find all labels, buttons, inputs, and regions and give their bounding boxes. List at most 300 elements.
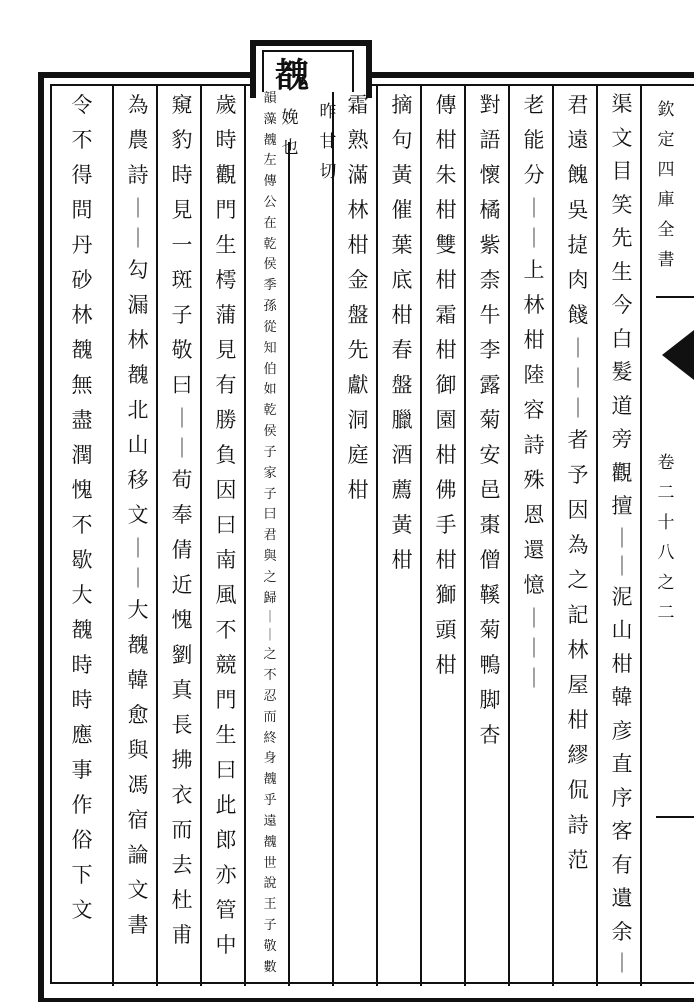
- text-char: 㨗: [567, 233, 589, 257]
- text-char: 柑: [611, 651, 633, 676]
- text-char: 容: [523, 398, 545, 422]
- book-title-char: 四: [657, 159, 675, 180]
- text-char: 孫: [263, 299, 277, 315]
- text-char: 子: [263, 444, 277, 460]
- text-char: 蒲: [215, 303, 237, 327]
- volume-char: 之: [657, 572, 675, 593]
- text-char: 書: [127, 913, 149, 937]
- text-char: 杜: [171, 888, 193, 912]
- text-char: 鞵: [479, 583, 501, 607]
- text-char: 窺: [171, 93, 193, 117]
- text-char: ｜: [524, 636, 544, 660]
- text-char: 劉: [171, 643, 193, 667]
- text-char: 柑: [435, 548, 457, 572]
- text-char: 君: [263, 528, 277, 544]
- text-char: 砂: [71, 268, 93, 292]
- text-char: 有: [215, 373, 237, 397]
- gloss-char: 娩: [281, 107, 299, 128]
- text-char: ｜: [263, 627, 277, 643]
- text-char: 風: [215, 583, 237, 607]
- text-char: 黃: [391, 163, 413, 187]
- column-rule: [112, 86, 114, 986]
- text-char: 遠: [263, 813, 277, 829]
- text-char: 觀: [215, 163, 237, 187]
- gloss-char: 也: [281, 137, 299, 158]
- text-column: [512, 88, 556, 693]
- text-char: 柑: [523, 328, 545, 352]
- text-char: 分: [523, 163, 545, 187]
- text-char: 敬: [263, 938, 277, 954]
- text-char: 因: [215, 478, 237, 502]
- text-char: 牛: [479, 303, 501, 327]
- text-column: [424, 88, 468, 683]
- text-char: 事: [71, 758, 93, 782]
- text-char: 而: [171, 818, 193, 842]
- text-char: 旁: [611, 427, 633, 452]
- text-char: 洞: [347, 408, 369, 432]
- volume-char: 二: [657, 482, 675, 503]
- text-char: 能: [523, 128, 545, 152]
- text-char: 侯: [263, 257, 277, 273]
- text-char: 林: [127, 328, 149, 352]
- text-char: 漏: [127, 293, 149, 317]
- text-char: 傳: [435, 93, 457, 117]
- text-char: 農: [127, 128, 149, 152]
- text-char: 韻: [263, 90, 277, 106]
- text-char: 老: [523, 93, 545, 117]
- text-char: 獅: [435, 583, 457, 607]
- text-char: 林: [523, 293, 545, 317]
- text-char: 底: [391, 268, 413, 292]
- text-char: 摘: [391, 93, 413, 117]
- text-char: 獻: [347, 373, 369, 397]
- text-char: 身: [263, 751, 277, 767]
- text-char: 遺: [611, 886, 633, 911]
- text-char: 今: [611, 293, 633, 318]
- text-char: 歲: [215, 93, 237, 117]
- text-char: 左: [263, 153, 277, 169]
- text-char: 文: [127, 503, 149, 527]
- text-char: 余: [611, 919, 633, 944]
- text-char: 無: [71, 373, 93, 397]
- text-char: 盤: [347, 303, 369, 327]
- text-char: 䰩: [127, 363, 149, 387]
- text-char: 之: [567, 568, 589, 592]
- text-char: 季: [263, 278, 277, 294]
- text-char: 柰: [479, 268, 501, 292]
- text-char: 作: [71, 793, 93, 817]
- text-column: [160, 88, 204, 953]
- text-char: 柑: [435, 198, 457, 222]
- book-title-char: 書: [657, 249, 675, 270]
- text-char: 見: [171, 198, 193, 222]
- book-title: [646, 92, 686, 272]
- text-char: 與: [263, 549, 277, 565]
- text-char: 大: [71, 583, 93, 607]
- text-char: 去: [171, 853, 193, 877]
- text-char: 終: [263, 730, 277, 746]
- text-column: [600, 88, 644, 978]
- text-char: ｜: [172, 436, 192, 460]
- volume-char: 二: [657, 602, 675, 623]
- text-char: 橘: [479, 198, 501, 222]
- text-char: ｜: [128, 566, 148, 590]
- book-title-char: 全: [657, 219, 675, 240]
- text-char: 䰩: [127, 633, 149, 657]
- text-char: 歇: [71, 548, 93, 572]
- text-char: 君: [567, 93, 589, 117]
- text-char: 公: [263, 194, 277, 210]
- text-char: 曰: [215, 513, 237, 537]
- text-char: 文: [127, 878, 149, 902]
- text-char: 門: [215, 198, 237, 222]
- text-char: 朱: [435, 163, 457, 187]
- text-char: 奉: [171, 503, 193, 527]
- text-char: 餽: [567, 163, 589, 187]
- text-char: ｜: [612, 554, 632, 579]
- text-char: 御: [435, 373, 457, 397]
- text-column: [556, 88, 600, 878]
- text-char: 之: [263, 647, 277, 663]
- text-char: 愧: [171, 608, 193, 632]
- text-char: 傳: [263, 174, 277, 190]
- text-char: 中: [215, 933, 237, 957]
- text-char: 不: [215, 618, 237, 642]
- text-char: 應: [71, 723, 93, 747]
- text-char: 直: [611, 752, 633, 777]
- text-char: 雙: [435, 233, 457, 257]
- text-char: 䰩: [263, 834, 277, 850]
- text-char: 勾: [127, 258, 149, 282]
- text-char: 李: [479, 338, 501, 362]
- volume-char: 八: [657, 542, 675, 563]
- text-column: [116, 88, 160, 943]
- text-char: 令: [71, 93, 93, 117]
- text-char: 陸: [523, 363, 545, 387]
- text-char: 柑: [347, 233, 369, 257]
- text-char: 䰩: [263, 772, 277, 788]
- text-char: 為: [127, 93, 149, 117]
- text-char: 見: [215, 338, 237, 362]
- text-char: 柑: [567, 708, 589, 732]
- text-char: 侯: [263, 424, 277, 440]
- text-char: 山: [127, 433, 149, 457]
- text-char: 數: [263, 959, 277, 975]
- text-char: 對: [479, 93, 501, 117]
- text-char: 先: [611, 226, 633, 251]
- text-char: 餞: [567, 303, 589, 327]
- text-char: 勝: [215, 408, 237, 432]
- text-char: 殊: [523, 468, 545, 492]
- text-char: 䰩: [263, 132, 277, 148]
- text-char: 霜: [347, 93, 369, 117]
- text-char: 伯: [263, 361, 277, 377]
- text-char: 者: [567, 428, 589, 452]
- text-char: ｜: [612, 951, 632, 976]
- text-char: 大: [127, 598, 149, 622]
- text-char: 在: [263, 215, 277, 231]
- text-char: 庭: [347, 443, 369, 467]
- text-char: 安: [479, 443, 501, 467]
- text-char: 林: [567, 638, 589, 662]
- text-char: 林: [347, 198, 369, 222]
- text-char: 杏: [479, 723, 501, 747]
- text-char: 潤: [71, 443, 93, 467]
- text-char: 韓: [611, 685, 633, 710]
- text-char: 熟: [347, 128, 369, 152]
- text-char: 為: [567, 533, 589, 557]
- text-column: [60, 88, 104, 928]
- text-char: 侃: [567, 778, 589, 802]
- text-char: 吳: [567, 198, 589, 222]
- text-char: ｜: [128, 226, 148, 250]
- text-char: 競: [215, 653, 237, 677]
- text-char: ｜: [568, 366, 588, 390]
- text-char: 道: [611, 393, 633, 418]
- text-char: 柑: [435, 443, 457, 467]
- pronunciation-char: 切: [319, 161, 337, 182]
- text-char: ｜: [568, 396, 588, 420]
- text-char: 忍: [263, 688, 277, 704]
- text-char: 長: [171, 713, 193, 737]
- text-char: 脚: [479, 688, 501, 712]
- text-char: 因: [567, 498, 589, 522]
- text-char: 文: [611, 125, 633, 150]
- column-rule: [332, 92, 334, 986]
- text-char: 白: [611, 326, 633, 351]
- text-char: 柑: [435, 653, 457, 677]
- text-column: [204, 88, 248, 963]
- text-char: 有: [611, 852, 633, 877]
- text-char: 柑: [391, 303, 413, 327]
- text-char: 愈: [127, 703, 149, 727]
- heading-character: 䰩: [275, 55, 309, 96]
- text-char: 客: [611, 819, 633, 844]
- text-char: 樗: [215, 268, 237, 292]
- text-char: 郎: [215, 828, 237, 852]
- text-char: 斑: [171, 268, 193, 292]
- text-char: 渠: [611, 92, 633, 117]
- book-title-char: 庫: [657, 189, 675, 210]
- text-char: 生: [611, 259, 633, 284]
- text-char: 盡: [71, 408, 93, 432]
- text-char: 之: [263, 569, 277, 585]
- pronunciation-char: 昨: [319, 101, 337, 122]
- text-char: 棗: [479, 513, 501, 537]
- text-char: 丹: [71, 233, 93, 257]
- text-char: 䰩: [71, 618, 93, 642]
- text-char: 說: [263, 876, 277, 892]
- text-char: 藻: [263, 111, 277, 127]
- text-char: 柑: [347, 478, 369, 502]
- text-char: 近: [171, 573, 193, 597]
- text-column: [380, 88, 424, 578]
- text-char: 歸: [263, 590, 277, 606]
- text-char: 頭: [435, 618, 457, 642]
- text-char: 還: [523, 538, 545, 562]
- text-char: 不: [71, 513, 93, 537]
- text-char: 霜: [435, 303, 457, 327]
- text-char: 葉: [391, 233, 413, 257]
- text-char: 柑: [391, 548, 413, 572]
- text-char: 北: [127, 398, 149, 422]
- text-char: 園: [435, 408, 457, 432]
- text-char: 范: [567, 848, 589, 872]
- text-char: 拂: [171, 748, 193, 772]
- book-title-char: 欽: [657, 99, 675, 120]
- text-char: 子: [263, 486, 277, 502]
- text-char: ｜: [172, 406, 192, 430]
- text-char: 曰: [215, 758, 237, 782]
- volume-char: 卷: [657, 452, 675, 473]
- text-char: 懷: [479, 163, 501, 187]
- text-char: 詩: [523, 433, 545, 457]
- text-char: 滿: [347, 163, 369, 187]
- text-char: 時: [171, 163, 193, 187]
- text-char: 髮: [611, 360, 633, 385]
- text-char: 菊: [479, 408, 501, 432]
- text-char: 此: [215, 793, 237, 817]
- text-char: 俗: [71, 828, 93, 852]
- text-char: 子: [263, 918, 277, 934]
- margin-line-top: [656, 296, 694, 298]
- text-char: 金: [347, 268, 369, 292]
- text-char: 子: [171, 303, 193, 327]
- text-char: 僧: [479, 548, 501, 572]
- text-char: 上: [523, 258, 545, 282]
- text-char: ｜: [612, 525, 632, 550]
- text-char: 予: [567, 463, 589, 487]
- text-char: 春: [391, 338, 413, 362]
- text-char: 負: [215, 443, 237, 467]
- volume-label: [646, 445, 686, 625]
- text-char: 門: [215, 688, 237, 712]
- text-char: 乾: [263, 403, 277, 419]
- text-char: 王: [263, 897, 277, 913]
- text-char: 句: [391, 128, 413, 152]
- text-char: 序: [611, 785, 633, 810]
- text-char: 乎: [263, 793, 277, 809]
- text-char: 宿: [127, 808, 149, 832]
- text-char: 一: [171, 233, 193, 257]
- text-char: ｜: [128, 196, 148, 220]
- text-char: 笑: [611, 192, 633, 217]
- text-column: [336, 88, 380, 508]
- text-char: 擅: [611, 494, 633, 519]
- text-char: 催: [391, 198, 413, 222]
- text-char: 衣: [171, 783, 193, 807]
- text-column: [248, 88, 292, 978]
- text-char: 佛: [435, 478, 457, 502]
- text-char: 真: [171, 678, 193, 702]
- text-char: 詩: [127, 163, 149, 187]
- text-char: 甫: [171, 923, 193, 947]
- text-char: 生: [215, 233, 237, 257]
- text-char: 䰩: [71, 338, 93, 362]
- text-char: ｜: [568, 336, 588, 360]
- text-char: 盤: [391, 373, 413, 397]
- text-char: 荀: [171, 468, 193, 492]
- text-char: 語: [479, 128, 501, 152]
- volume-char: 十: [657, 512, 675, 533]
- text-char: 移: [127, 468, 149, 492]
- text-char: 鴨: [479, 653, 501, 677]
- text-char: 紫: [479, 233, 501, 257]
- text-char: 手: [435, 513, 457, 537]
- text-char: 泥: [611, 584, 633, 609]
- text-char: 記: [567, 603, 589, 627]
- text-char: 豹: [171, 128, 193, 152]
- text-char: 亦: [215, 863, 237, 887]
- text-char: 曰: [263, 507, 277, 523]
- text-char: 韓: [127, 668, 149, 692]
- text-char: 先: [347, 338, 369, 362]
- text-char: 而: [263, 709, 277, 725]
- text-char: 目: [611, 159, 633, 184]
- text-char: 如: [263, 382, 277, 398]
- text-char: 詩: [567, 813, 589, 837]
- text-char: 菊: [479, 618, 501, 642]
- text-char: 彦: [611, 718, 633, 743]
- text-char: 不: [71, 128, 93, 152]
- text-char: 愧: [71, 478, 93, 502]
- text-char: 知: [263, 340, 277, 356]
- text-char: 時: [215, 128, 237, 152]
- text-char: 乾: [263, 236, 277, 252]
- text-char: 曰: [171, 373, 193, 397]
- text-char: 憶: [523, 573, 545, 597]
- pronunciation-char: 甘: [319, 131, 337, 152]
- text-char: 不: [263, 668, 277, 684]
- text-char: ｜: [524, 226, 544, 250]
- text-char: ｜: [524, 196, 544, 220]
- text-char: 薦: [391, 478, 413, 502]
- text-char: 露: [479, 373, 501, 397]
- text-char: 下: [71, 863, 93, 887]
- text-char: 酒: [391, 443, 413, 467]
- text-char: 生: [215, 723, 237, 747]
- text-char: 敬: [171, 338, 193, 362]
- text-char: 恩: [523, 503, 545, 527]
- text-char: 與: [127, 738, 149, 762]
- text-char: 從: [263, 319, 277, 335]
- text-char: 得: [71, 163, 93, 187]
- text-char: 時: [71, 688, 93, 712]
- book-title-char: 定: [657, 129, 675, 150]
- text-char: 黃: [391, 513, 413, 537]
- text-char: 文: [71, 898, 93, 922]
- text-char: ｜: [263, 609, 277, 625]
- text-char: 南: [215, 548, 237, 572]
- text-char: 遠: [567, 128, 589, 152]
- text-char: 臘: [391, 408, 413, 432]
- text-char: 觀: [611, 460, 633, 485]
- text-char: 山: [611, 618, 633, 643]
- text-char: 家: [263, 465, 277, 481]
- text-column: [468, 88, 512, 753]
- text-char: ｜: [524, 666, 544, 690]
- text-char: 論: [127, 843, 149, 867]
- text-char: 邑: [479, 478, 501, 502]
- text-char: 柑: [435, 338, 457, 362]
- text-char: ｜: [524, 606, 544, 630]
- text-char: ｜: [128, 536, 148, 560]
- text-char: 肉: [567, 268, 589, 292]
- text-char: 管: [215, 898, 237, 922]
- text-char: 屋: [567, 673, 589, 697]
- text-char: 柑: [435, 128, 457, 152]
- text-char: 林: [71, 303, 93, 327]
